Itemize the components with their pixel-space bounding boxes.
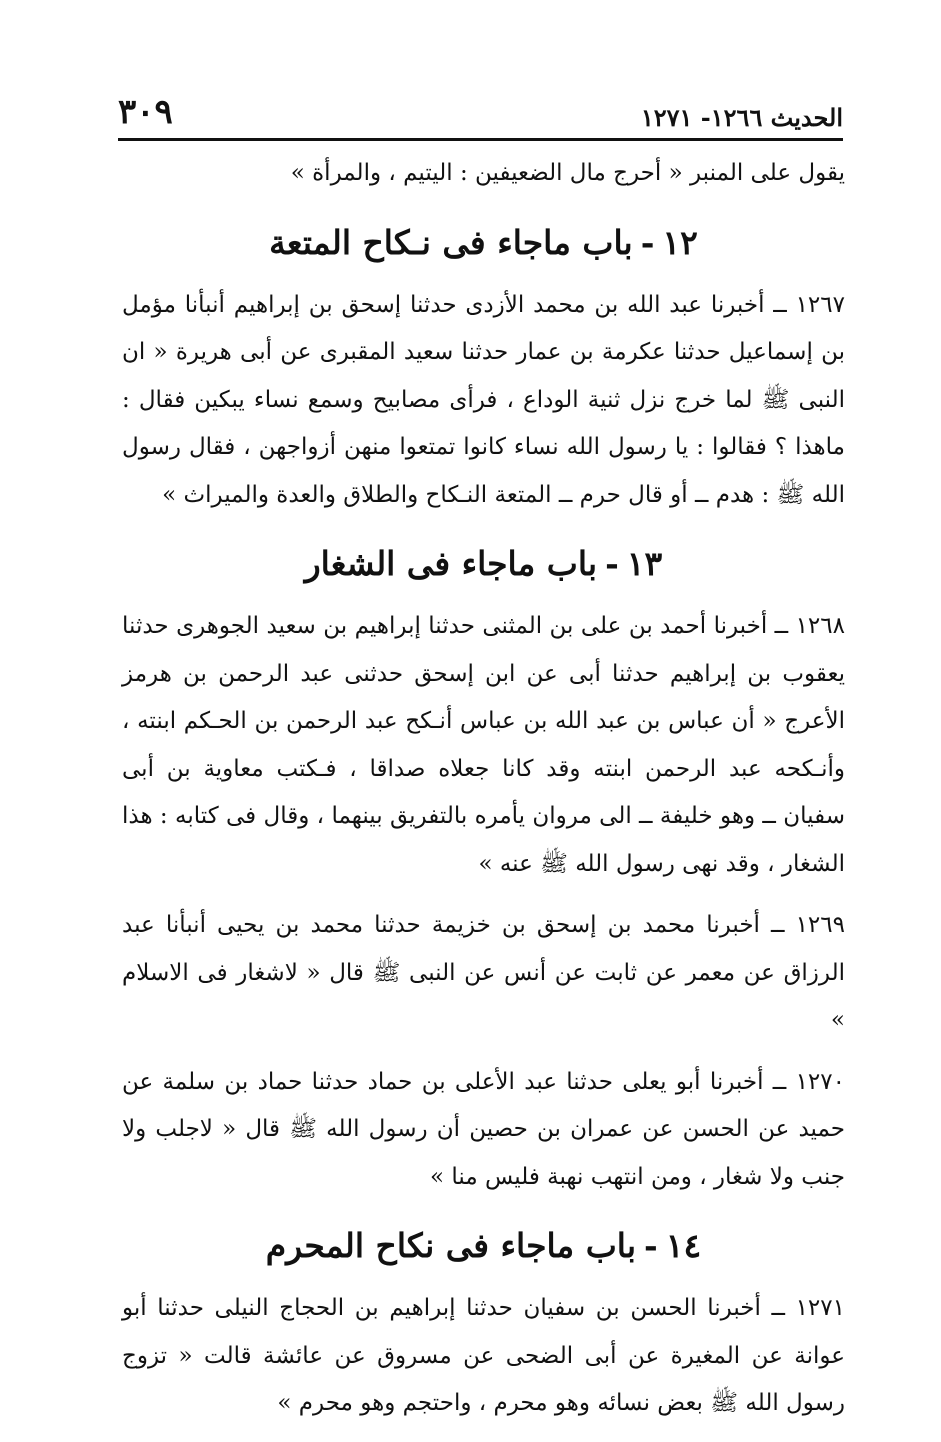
chapter-title: باب ماجاء فى نـكاح المتعة [269, 222, 633, 262]
intro-text: يقول على المنبر « أحرج مال الضعيفين : اليتيم ، والمرأة » [290, 160, 845, 186]
hadith-1267: ١٢٦٧ ــ أخبرنا عبد الله بن محمد الأزدى حدثنا إسحق بن إبراهيم أنبأنا مؤمل بن إسماعيل حدثنا عكرمة بن عمار حدثنا سعيد المقبرى عن أبى هريرة « ان النبى ﷺ لما خرج نزل ثنية الوداع ، فرأى مصابيح وسمع نساء يبكين فقال : ماهذا ؟ فقالوا : يا رسول الله نساء كانوا تمتعوا منهن أزواجهن ، فقال رسول الله ﷺ : هدم ــ أو قال حرم ــ المتعة النـكاح والطلاق والعدة والميراث » [122, 291, 845, 508]
hadith-1269: ١٢٦٩ ــ أخبرنا محمد بن إسحق بن خزيمة حدثنا محمد بن يحيى أنبأنا عبد الرزاق عن معمر عن ثابت عن أنس عن النبى ﷺ قال « لاشغار فى الاسلام » [122, 912, 845, 1033]
chapter-title: باب ماجاء فى نكاح المحرم [265, 1226, 637, 1265]
page-body [122, 150, 845, 1442]
chapter-number: ١٢ [662, 222, 698, 262]
hadith-1268: ١٢٦٨ ــ أخبرنا أحمد بن على بن المثنى حدثنا إبراهيم بن سعيد الجوهرى حدثنا يعقوب بن إبراهيم حدثنا أبى عن ابن إسحق حدثنى عبد الرحمن بن هرمز الأعرج « أن عباس بن عبد الله بن عباس أنـكح عبد الرحمن بن الحـكم ابنته ، وأنـكحه عبد الرحمن ابنته وقد كانا جعلاه صداقا ، فـكتب معاوية بن أبى سفيان ــ وهو خليفة ــ الى مروان يأمره بالتفريق بينهما ، وقال فى كتابه : هذا الشغار ، وقد نهى رسول الله ﷺ عنه » [122, 613, 845, 877]
hadith-1271: ١٢٧١ ــ أخبرنا الحسن بن سفيان حدثنا إبراهيم بن الحجاج النيلى حدثنا أبو عوانة عن المغيرة عن أبى الضحى عن مسروق عن عائشة قالت « تزوج رسول الله ﷺ بعض نسائه وهو محرم ، واحتجم وهو محرم » [122, 1295, 845, 1416]
page-header [118, 82, 843, 141]
running-title: الحديث ١٢٦٦- ١٢٧١ [640, 103, 843, 132]
chapter-heading-14: ١٤-باب ماجاء فى نكاح المحرم [265, 1226, 702, 1265]
chapter-heading-13: ١٣-باب ماجاء فى الشغار [304, 544, 663, 583]
hadith-1270: ١٢٧٠ ــ أخبرنا أبو يعلى حدثنا عبد الأعلى بن حماد حدثنا حماد بن سلمة عن حميد عن الحسن عن عمران بن حصين أن رسول الله ﷺ قال « لاجلب ولا جنب ولا شغار ، ومن انتهب نهبة فليس منا » [122, 1068, 845, 1190]
chapter-title: باب ماجاء فى الشغار [304, 544, 598, 583]
chapter-heading-12: ١٢-باب ماجاء فى نـكاح المتعة [269, 222, 698, 262]
page-number: ٣٠٩ [118, 92, 173, 132]
chapter-number: ١٤ [665, 1226, 702, 1265]
chapter-number: ١٣ [626, 544, 663, 583]
